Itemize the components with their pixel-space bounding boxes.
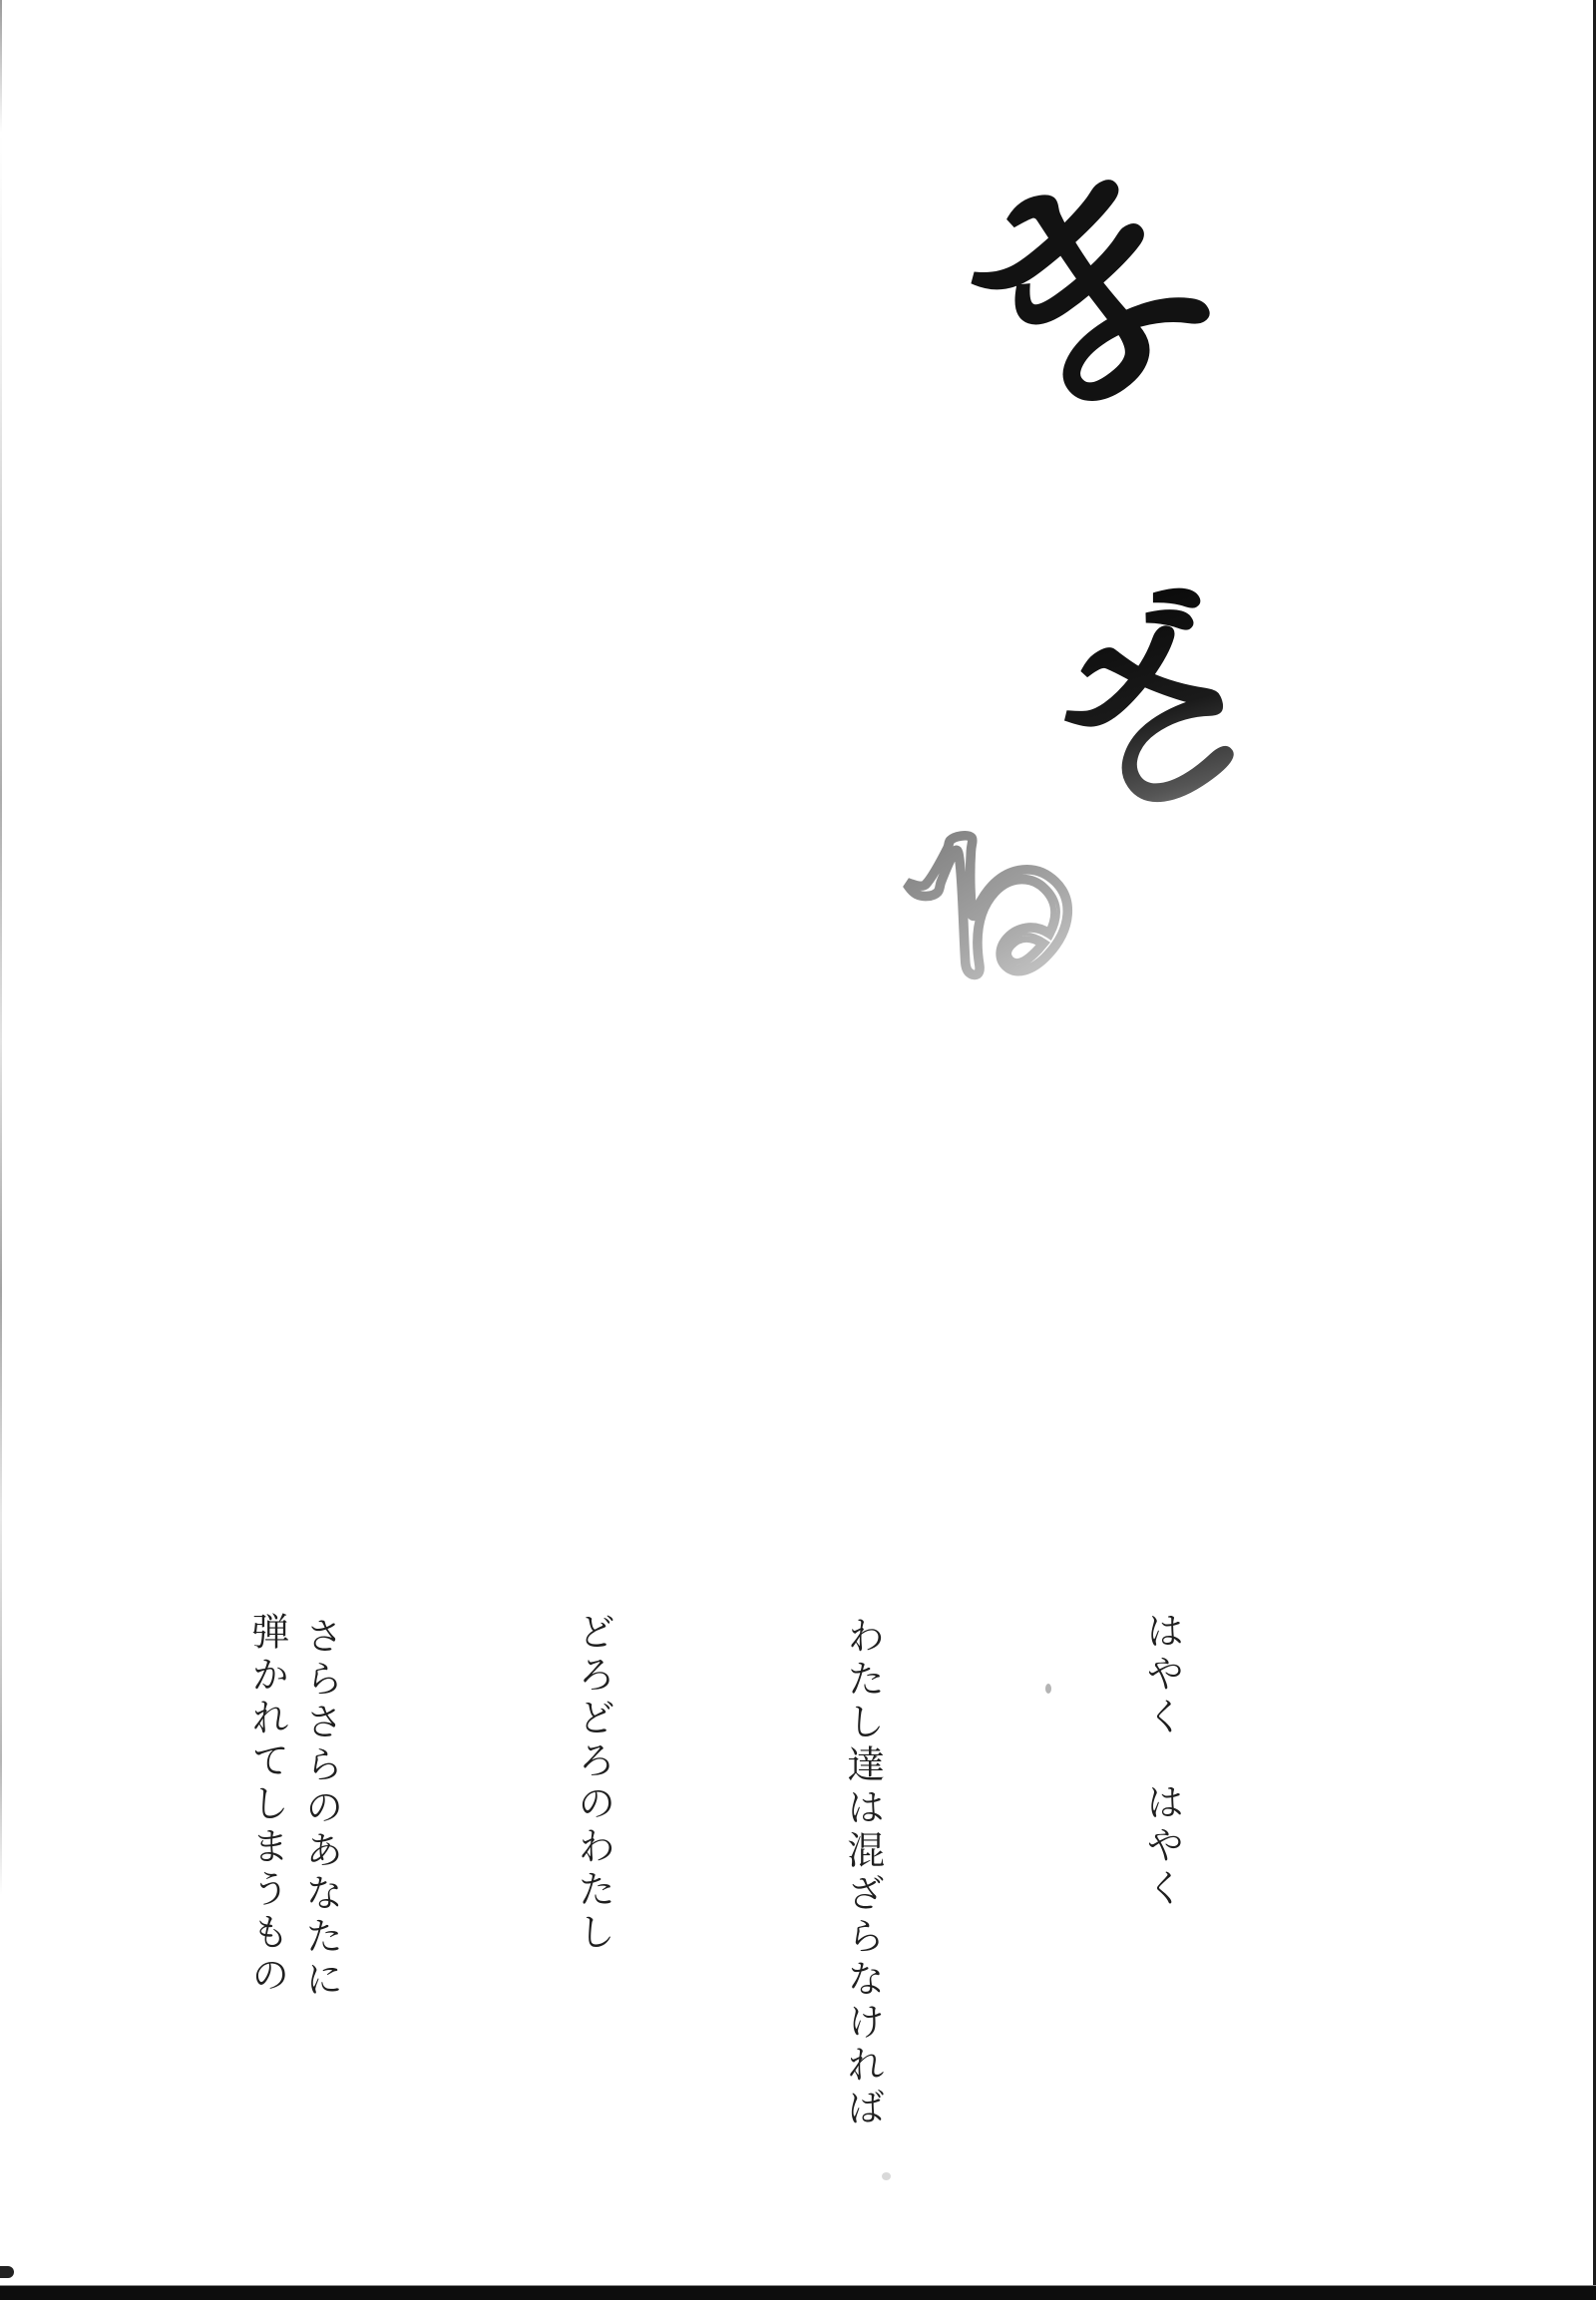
title-char-za: ざ bbox=[1006, 559, 1312, 872]
poem-line-1: はやく はやく bbox=[1139, 1611, 1184, 1911]
title-char-ma: ま bbox=[903, 101, 1274, 482]
scan-speck-lower bbox=[882, 2172, 891, 2180]
poem-line-5: 弾かれてしまうもの bbox=[244, 1612, 289, 1998]
scan-speck-bottom-left bbox=[0, 2266, 14, 2278]
scan-edge-bottom bbox=[0, 2285, 1596, 2300]
title-calligraphy bbox=[698, 0, 1456, 1197]
poem-line-4: さらさらのあなたに bbox=[298, 1616, 343, 2002]
title-char-ru: る bbox=[843, 759, 1142, 1056]
poem-line-2: わたし達は混ざらなければ bbox=[840, 1616, 885, 2130]
scan-speck-mid bbox=[1045, 1684, 1051, 1694]
scan-edge-left bbox=[0, 0, 2, 1895]
poem-line-3: どろどろのわたし bbox=[571, 1612, 615, 1955]
